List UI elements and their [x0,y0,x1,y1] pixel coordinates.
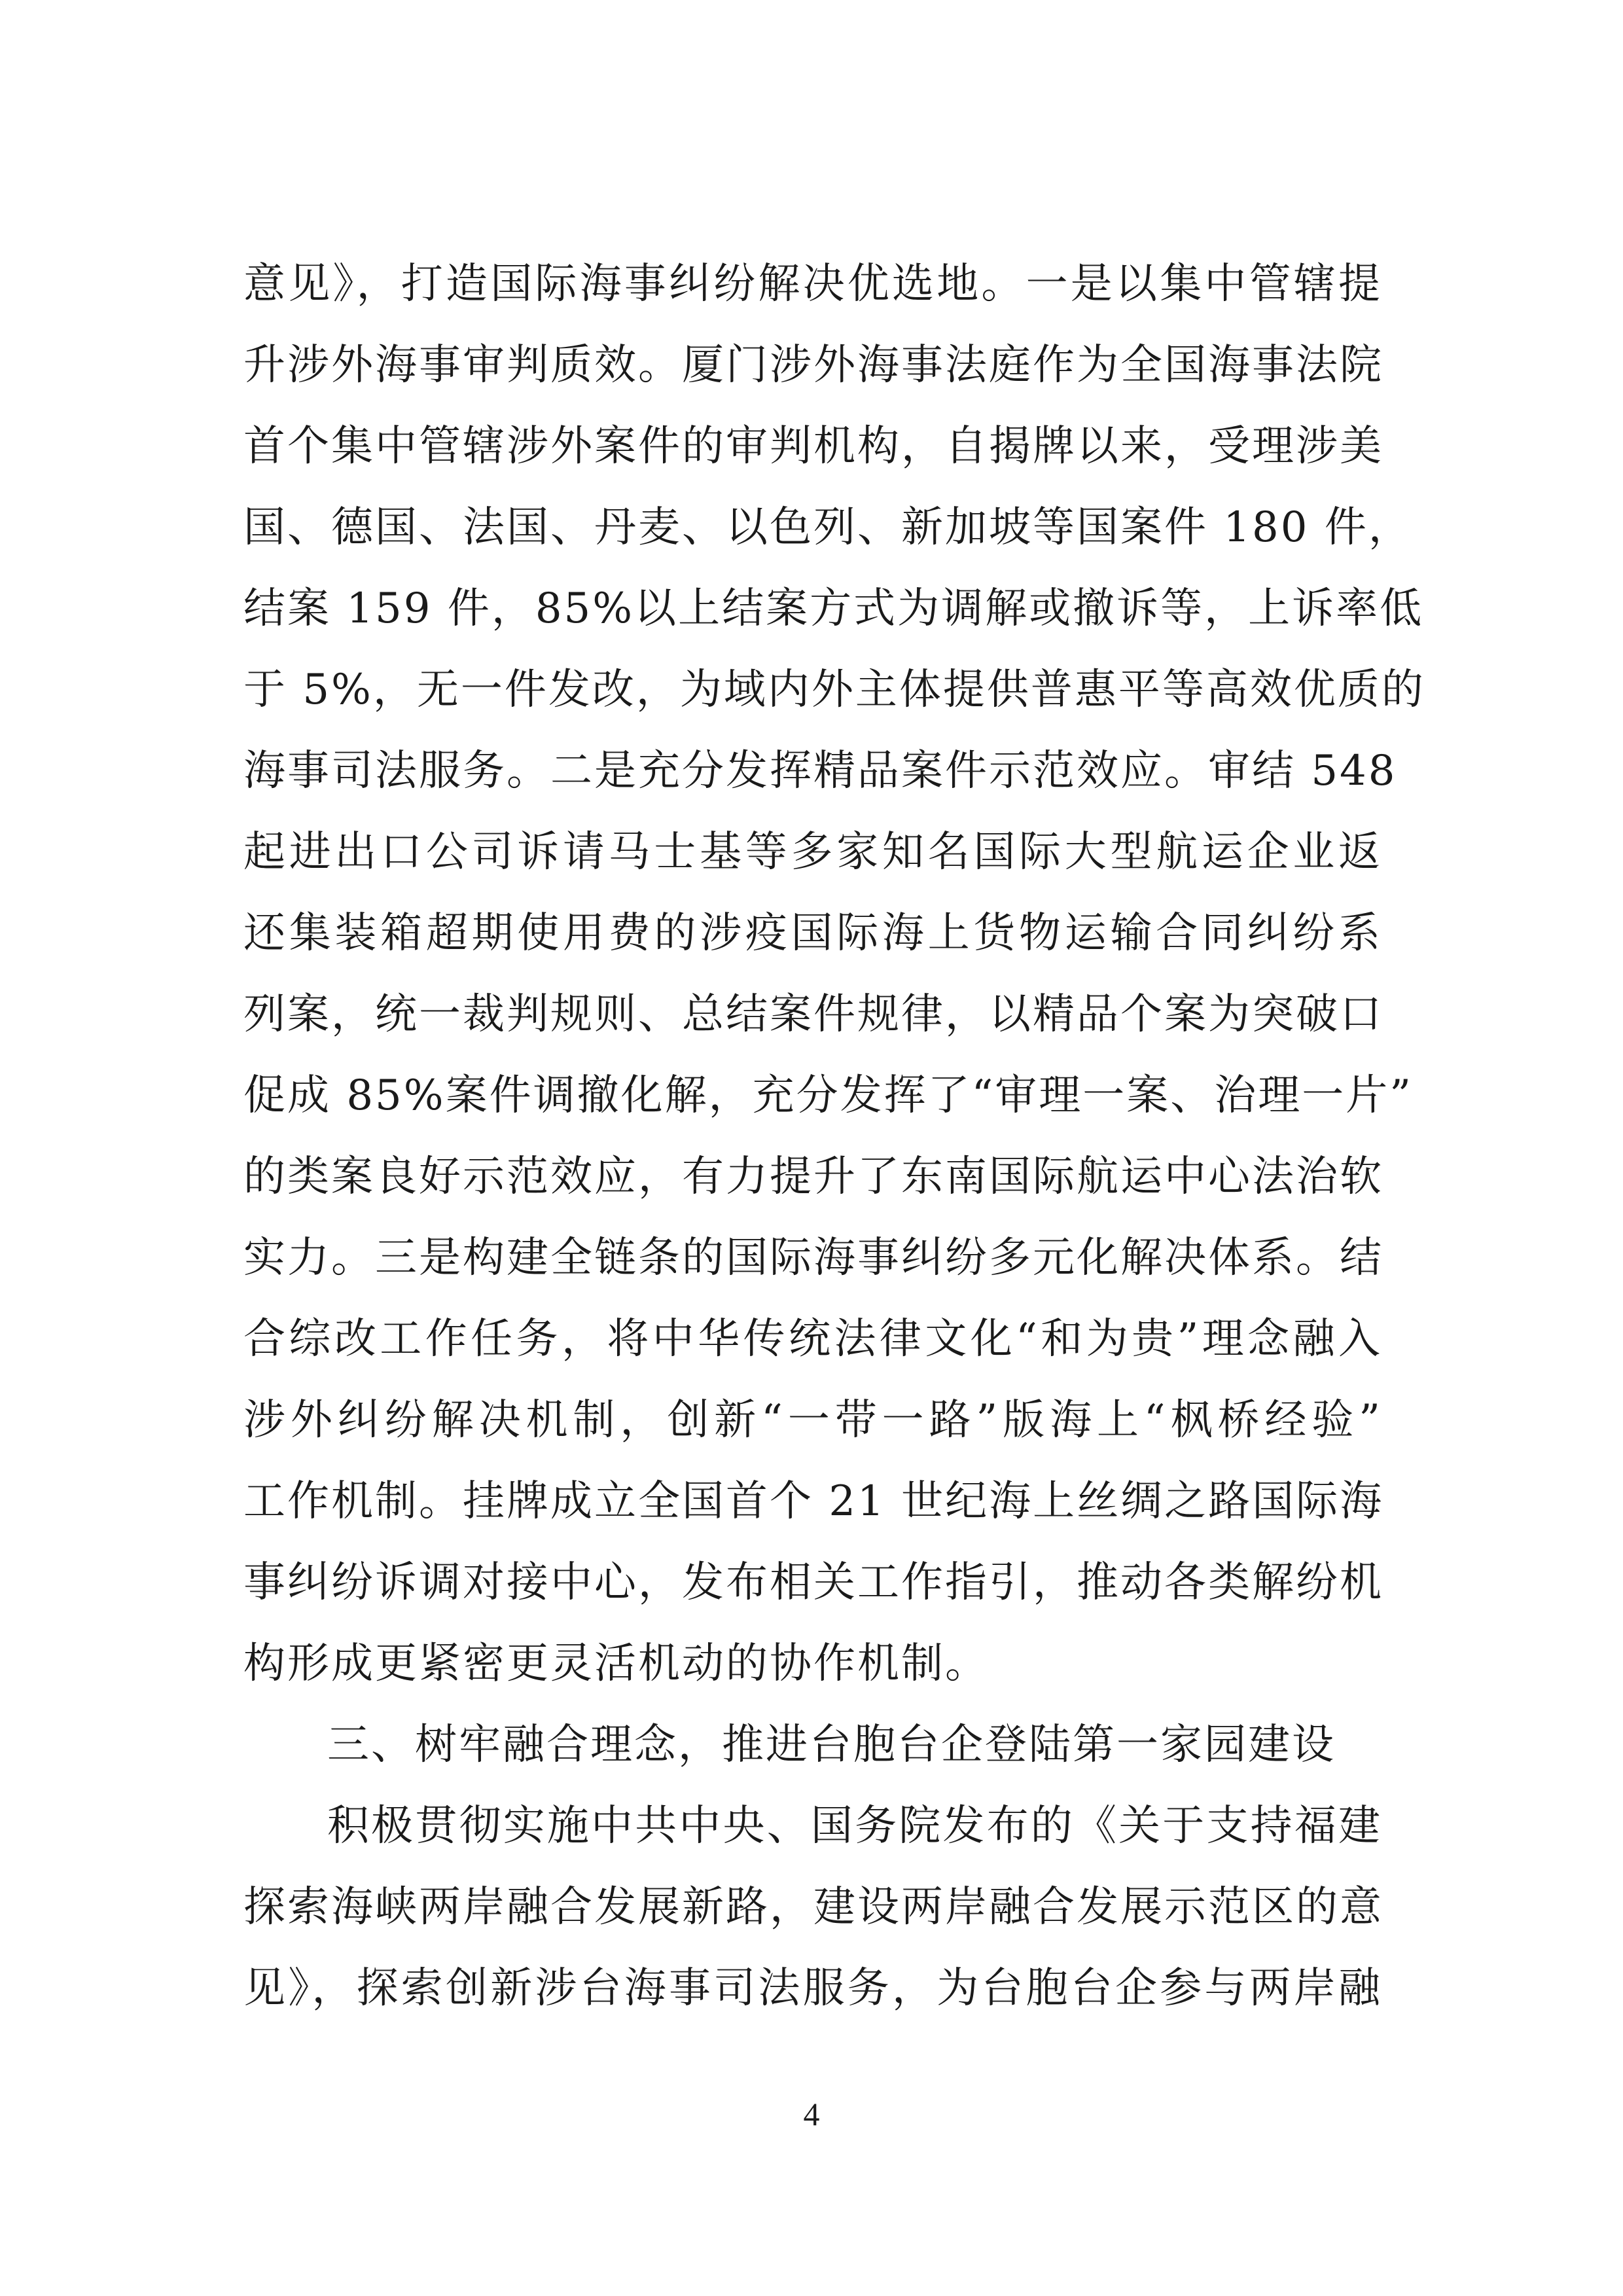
text-line: 国、德国、法国、丹麦、以色列、新加坡等国案件 180 件， [243,503,1412,552]
text-line: 实力。三是构建全链条的国际海事纠纷多元化解决体系。结 [243,1234,1383,1282]
body-text [243,243,1425,2029]
text-line: 构形成更紧密更灵活机动的协作机制。 [243,1640,989,1688]
text-line: 事纠纷诉调对接中心，发布相关工作指引，推动各类解纷机 [243,1558,1383,1607]
text-line: 首个集中管辖涉外案件的审判机构，自揭牌以来，受理涉美 [243,422,1383,471]
text-line: 促成 85%案件调撤化解，充分发挥了“审理一案、治理一片” [243,1071,1414,1120]
text-line: 积极贯彻实施中共中央、国务院发布的《关于支持福建 [327,1802,1382,1850]
text-line: 探索海峡两岸融合发展新路，建设两岸融合发展示范区的意 [243,1883,1383,1931]
text-line: 于 5%，无一件发改，为域内外主体提供普惠平等高效优质的 [243,666,1425,714]
text-line: 合综改工作任务，将中华传统法律文化“和为贵”理念融入 [243,1315,1382,1363]
text-line: 还集装箱超期使用费的涉疫国际海上货物运输合同纠纷系 [243,909,1382,958]
text-line: 海事司法服务。二是充分发挥精品案件示范效应。审结 548 [243,747,1397,795]
text-line: 意见》，打造国际海事纠纷解决优选地。一是以集中管辖提 [243,260,1382,308]
text-line: 起进出口公司诉请马士基等多家知名国际大型航运企业返 [243,828,1382,876]
page-number: 4 [803,2096,820,2132]
text-line: 工作机制。挂牌成立全国首个 21 世纪海上丝绸之路国际海 [243,1477,1384,1526]
text-line: 涉外纠纷解决机制，创新“一带一路”版海上“枫桥经验” [243,1396,1382,1444]
text-line: 列案，统一裁判规则、总结案件规律，以精品个案为突破口 [243,990,1383,1039]
text-line: 升涉外海事审判质效。厦门涉外海事法庭作为全国海事法院 [243,341,1383,389]
text-line: 的类案良好示范效应，有力提升了东南国际航运中心法治软 [243,1153,1383,1201]
text-line: 结案 159 件，85%以上结案方式为调解或撤诉等，上诉率低 [243,584,1424,633]
section-heading: 三、树牢融合理念，推进台胞台企登陆第一家园建设 [327,1721,1336,1769]
text-line: 见》，探索创新涉台海事司法服务，为台胞台企参与两岸融 [243,1964,1382,2013]
